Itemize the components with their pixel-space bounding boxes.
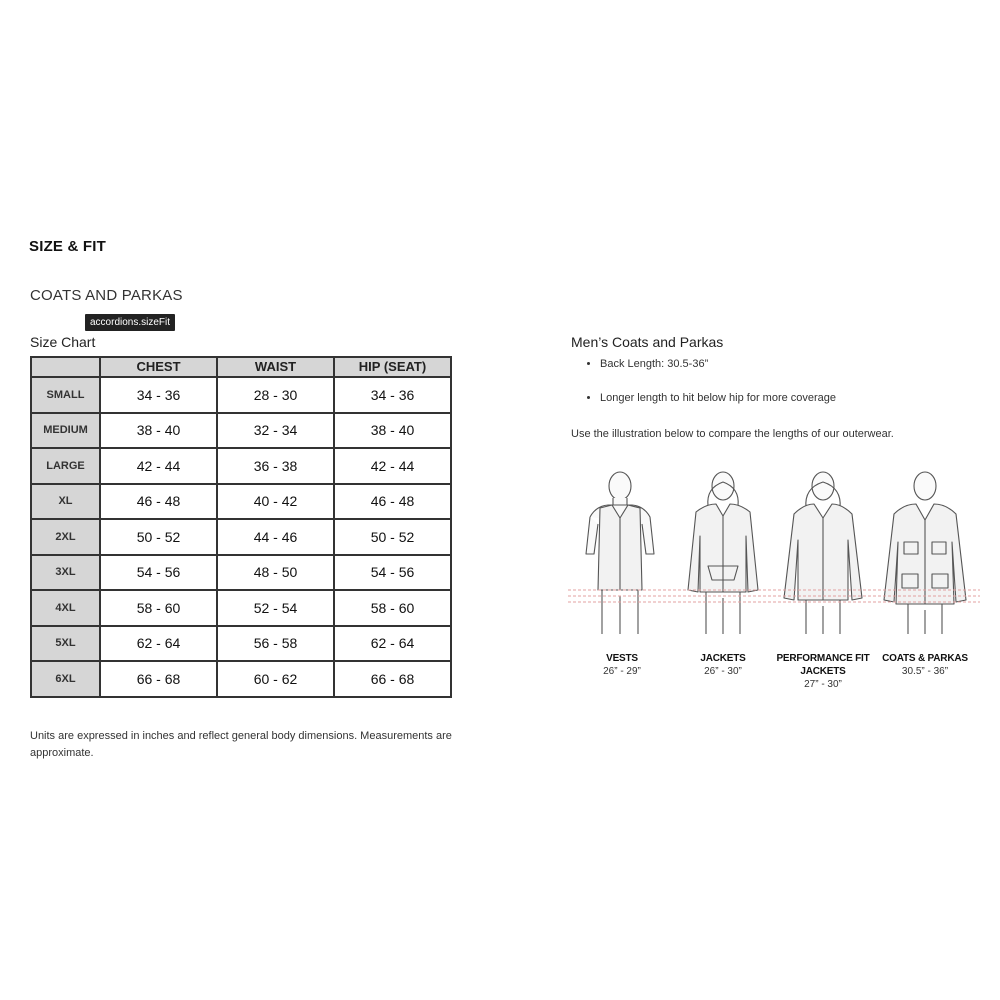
outerwear-length-illustration — [568, 462, 980, 642]
chest-cell: 34 - 36 — [100, 377, 217, 413]
hip-cell: 46 - 48 — [334, 484, 451, 520]
hip-cell: 58 - 60 — [334, 590, 451, 626]
hip-cell: 66 - 68 — [334, 661, 451, 697]
size-cell: 3XL — [31, 555, 100, 591]
figure-length-range: 27” - 30” — [804, 679, 842, 690]
hip-cell: 62 - 64 — [334, 626, 451, 662]
chest-cell: 46 - 48 — [100, 484, 217, 520]
chest-cell: 42 - 44 — [100, 448, 217, 484]
coat-parka-figure — [884, 472, 966, 634]
waist-cell: 56 - 58 — [217, 626, 334, 662]
table-row — [31, 661, 451, 697]
size-cell: SMALL — [31, 377, 100, 413]
mens-section-title: Men’s Coats and Parkas — [571, 334, 724, 350]
figure-length-range: 30.5” - 36” — [901, 666, 949, 677]
size-chart-table — [30, 356, 452, 698]
chest-cell: 58 - 60 — [100, 590, 217, 626]
table-header-row — [31, 357, 451, 377]
waist-cell: 48 - 50 — [217, 555, 334, 591]
chest-cell: 62 - 64 — [100, 626, 217, 662]
size-cell: LARGE — [31, 448, 100, 484]
table-row — [31, 590, 451, 626]
waist-cell: 32 - 34 — [217, 413, 334, 449]
hip-cell: 50 - 52 — [334, 519, 451, 555]
hip-cell: 54 - 56 — [334, 555, 451, 591]
table-row — [31, 626, 451, 662]
waist-cell: 44 - 46 — [217, 519, 334, 555]
list-item: • Longer length to hit below hip for more coverage — [600, 391, 836, 405]
header-chest: CHEST — [100, 357, 217, 377]
size-cell: 6XL — [31, 661, 100, 697]
table-row — [31, 377, 451, 413]
figure-name: COATS & PARKAS — [882, 653, 968, 664]
size-cell: 2XL — [31, 519, 100, 555]
table-row — [31, 555, 451, 591]
chest-cell: 54 - 56 — [100, 555, 217, 591]
waist-cell: 36 - 38 — [217, 448, 334, 484]
table-row — [31, 484, 451, 520]
size-cell: XL — [31, 484, 100, 520]
performance-fit-jacket-figure — [784, 472, 862, 634]
tooltip: accordions.sizeFit — [85, 314, 175, 331]
header-waist: WAIST — [217, 357, 334, 377]
size-cell: MEDIUM — [31, 413, 100, 449]
hip-cell: 42 - 44 — [334, 448, 451, 484]
figure-name: PERFORMANCE FIT — [776, 653, 870, 664]
jacket-figure — [688, 472, 758, 634]
compare-instruction: Use the illustration below to compare the lengths of our outerwear. — [571, 428, 894, 440]
section-title: SIZE & FIT — [29, 238, 106, 255]
size-cell: 5XL — [31, 626, 100, 662]
waist-cell: 52 - 54 — [217, 590, 334, 626]
figure-name: VESTS — [606, 653, 638, 664]
vest-figure — [586, 472, 654, 634]
waist-cell: 60 - 62 — [217, 661, 334, 697]
chest-cell: 66 - 68 — [100, 661, 217, 697]
header-hip: HIP (SEAT) — [334, 357, 451, 377]
waist-cell: 40 - 42 — [217, 484, 334, 520]
list-item: • Back Length: 30.5-36” — [600, 357, 836, 371]
table-row — [31, 448, 451, 484]
category-title: COATS AND PARKAS — [30, 287, 183, 304]
figure-length-range: 26” - 29” — [603, 666, 641, 677]
figure-length-range: 26” - 30” — [704, 666, 742, 677]
hip-cell: 34 - 36 — [334, 377, 451, 413]
waist-cell: 28 - 30 — [217, 377, 334, 413]
chest-cell: 38 - 40 — [100, 413, 217, 449]
size-cell: 4XL — [31, 590, 100, 626]
figure-label — [865, 652, 985, 679]
table-row — [31, 519, 451, 555]
figure-name-line2: JACKETS — [800, 666, 846, 677]
size-chart-label: Size Chart — [30, 334, 96, 350]
header-size-corner — [31, 357, 100, 377]
feature-list — [586, 357, 836, 425]
table-row — [31, 413, 451, 449]
units-note: Units are expressed in inches and reflect general body dimensions. Measurements are approximate. — [30, 730, 452, 759]
chest-cell: 50 - 52 — [100, 519, 217, 555]
hip-cell: 38 - 40 — [334, 413, 451, 449]
figure-name: JACKETS — [700, 653, 746, 664]
